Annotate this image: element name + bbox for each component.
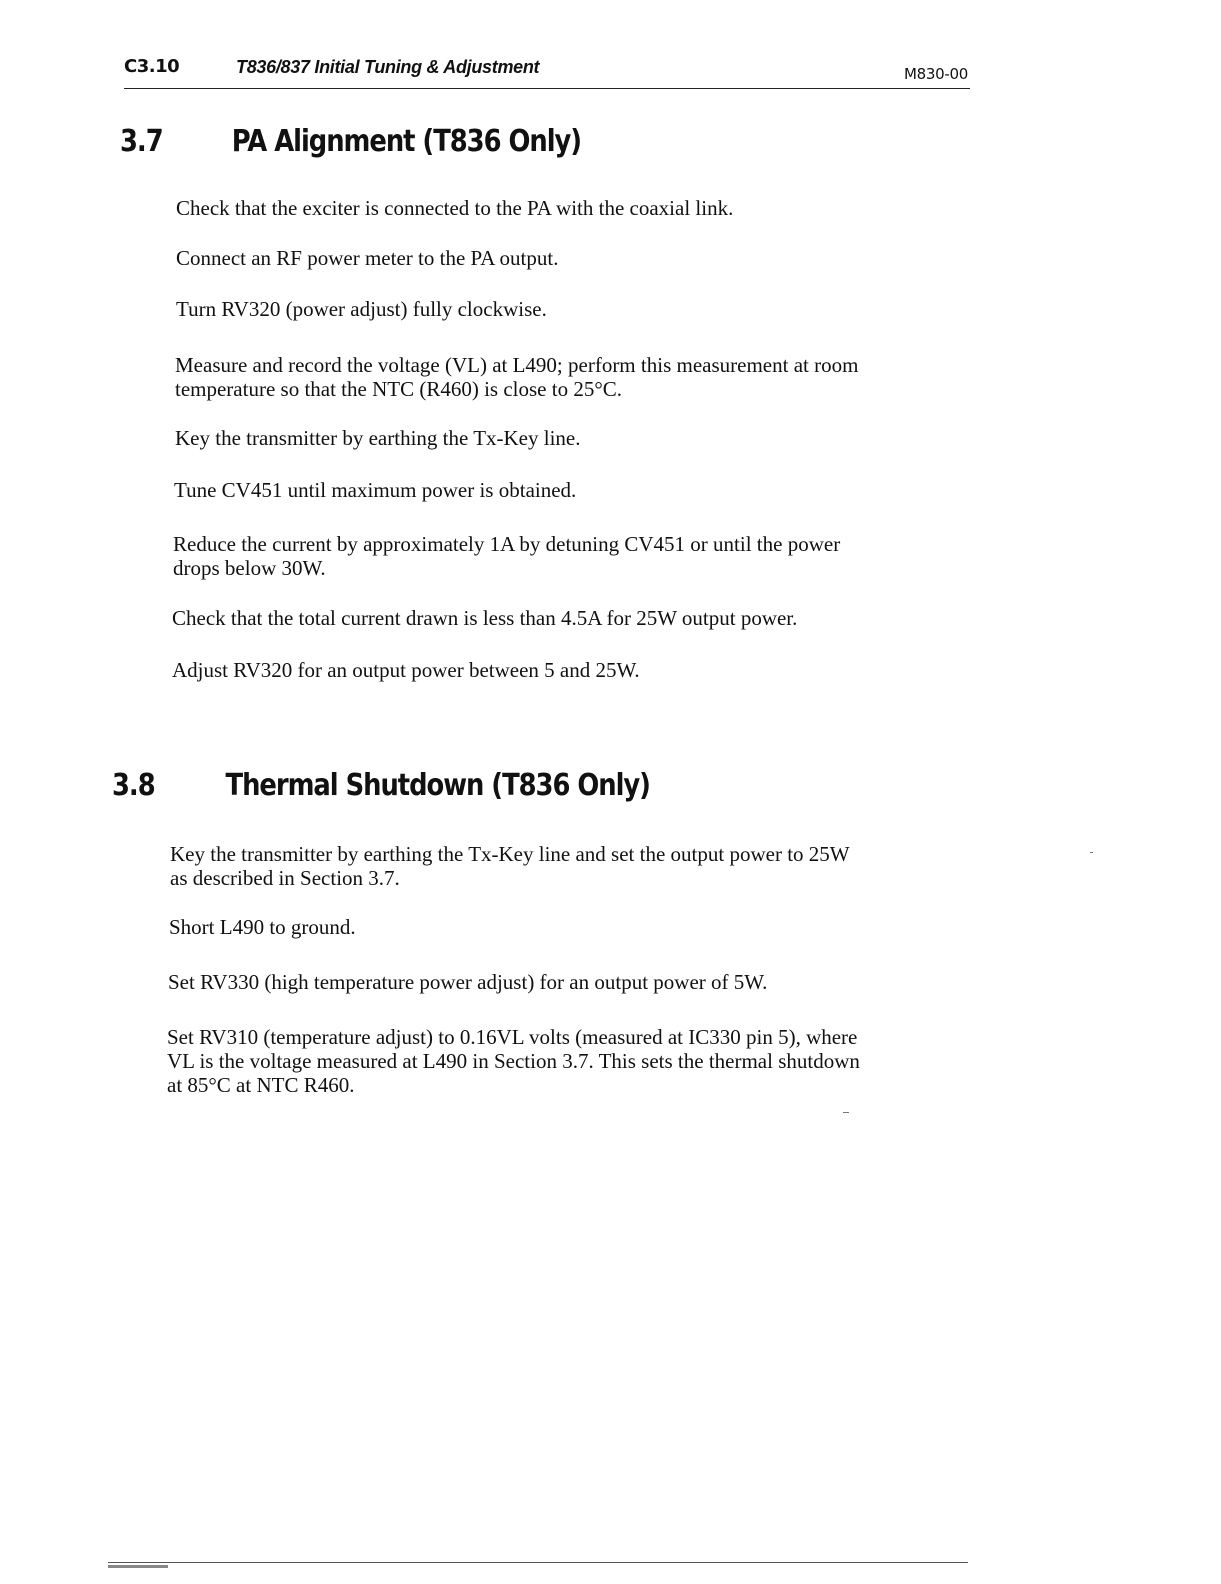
text-line: Key the transmitter by earthing the Tx-Key line. (175, 426, 581, 450)
text-line: drops below 30W. (173, 556, 326, 580)
paragraph (169, 915, 356, 939)
text-line: Turn RV320 (power adjust) fully clockwise. (176, 297, 547, 321)
header-rule (124, 88, 970, 89)
section-title: Thermal Shutdown (T836 Only) (225, 768, 650, 803)
paragraph (176, 246, 558, 270)
footer-mark (108, 1565, 168, 1568)
text-line: Set RV330 (high temperature power adjust) for an output power of 5W. (168, 970, 768, 994)
text-line: Adjust RV320 for an output power between 5 and 25W. (172, 658, 640, 682)
text-line: Set RV310 (temperature adjust) to 0.16VL volts (measured at IC330 pin 5), where (167, 1025, 858, 1049)
paragraph (172, 658, 640, 682)
paragraph (174, 478, 576, 502)
section-heading-3-8 (112, 768, 650, 803)
text-line: Reduce the current by approximately 1A by detuning CV451 or until the power (173, 532, 841, 556)
paragraph (175, 353, 858, 401)
section-heading-3-7 (120, 124, 581, 159)
page-header (124, 52, 970, 92)
text-line: at 85°C at NTC R460. (167, 1073, 355, 1097)
text-line: temperature so that the NTC (R460) is close to 25°C. (175, 377, 622, 401)
text-line: Connect an RF power meter to the PA output. (176, 246, 559, 270)
text-line: Check that the total current drawn is less than 4.5A for 25W output power. (172, 606, 798, 630)
paragraph (176, 297, 547, 321)
text-line: Short L490 to ground. (169, 915, 356, 939)
text-line: Key the transmitter by earthing the Tx-Key line and set the output power to 25W (170, 842, 850, 866)
paragraph (167, 1025, 860, 1097)
section-number: 3.8 (112, 768, 155, 803)
text-line: VL is the voltage measured at L490 in Section 3.7. This sets the thermal shutdown (167, 1049, 860, 1073)
footer-rule (108, 1562, 968, 1563)
section-title: PA Alignment (T836 Only) (231, 124, 582, 159)
paragraph (170, 842, 850, 890)
scan-speck (843, 1112, 849, 1113)
text-line: Tune CV451 until maximum power is obtained. (174, 478, 577, 502)
paragraph (168, 970, 767, 994)
paragraph (172, 606, 797, 630)
scan-speck (1090, 852, 1093, 853)
header-document-code: M830-00 (904, 65, 968, 83)
text-line: Measure and record the voltage (VL) at L490; perform this measurement at room (175, 353, 859, 377)
paragraph (176, 196, 733, 220)
header-section-code: C3.10 (124, 56, 180, 77)
section-number: 3.7 (120, 124, 163, 159)
header-title: T836/837 Initial Tuning & Adjustment (236, 57, 540, 77)
paragraph (173, 532, 840, 580)
text-line: Check that the exciter is connected to the PA with the coaxial link. (176, 196, 734, 220)
paragraph (175, 426, 581, 450)
text-line: as described in Section 3.7. (170, 866, 400, 890)
